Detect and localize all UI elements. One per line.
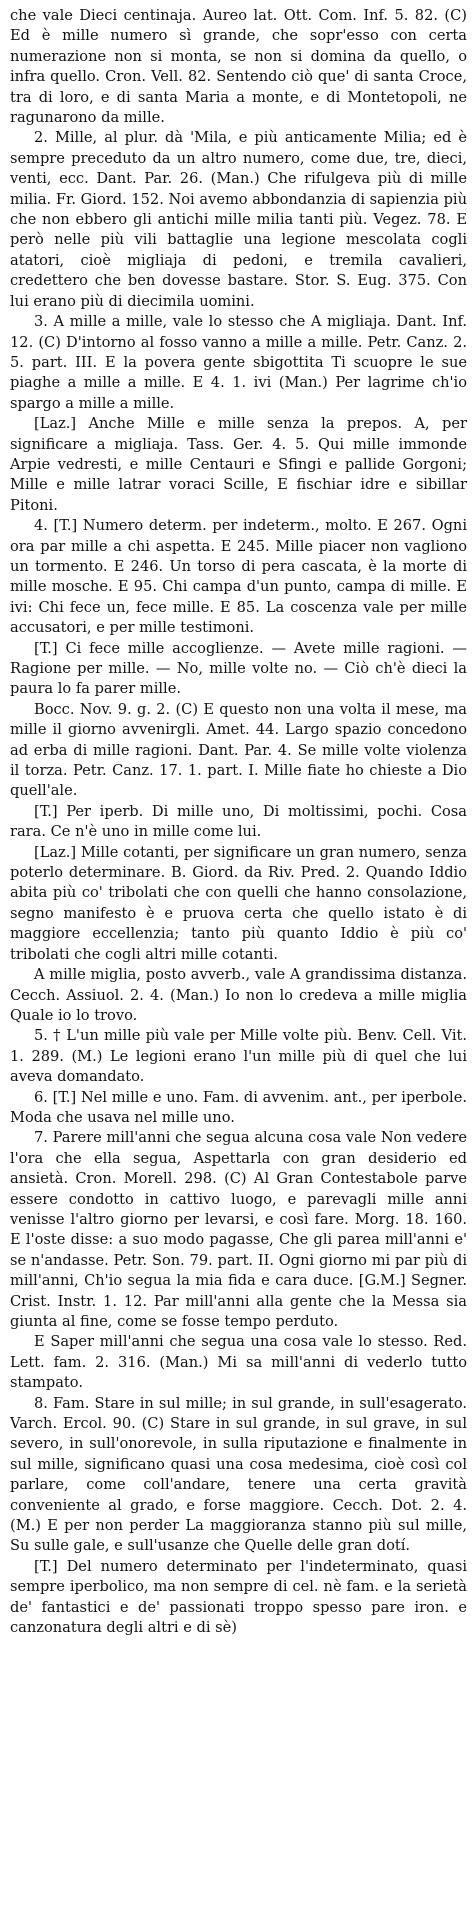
entry-paragraph-5: [T.] Ci fece mille accoglienze. — Avete mille ragioni. — Ragione per mille. — No, mille volte no. — Ciò ch'è dieci la paura lo fa parer mille. <box>10 639 467 698</box>
entry-paragraph-3: [Laz.] Anche Mille e mille senza la prepos. A, per significare a migliaja. Tass. Ger. 4. 5. Qui mille immonde Arpie vedresti, e mille Centauri e Sfingi e pallide Gorgoni; Mille e mille latrar voraci Scille, E fischiar idre e sibillar Pitoni. <box>10 415 467 514</box>
entry-paragraph-12: 7. Parere mill'anni che segua alcuna cosa vale Non vedere l'ora che ella segua, Aspettarla con gran desiderio ed ansietà. Cron. Morell. 298. (C) Al Gran Contestabole parve essere condotto in cattivo luogo, e parevagli mille anni venisse l'altro giorno per levarsi, e così fare. Morg. 18. 160. E l'oste disse: a suo modo pagasse, Che gli parea mill'anni e' se n'andasse. Petr. Son. 79. part. II. Ogni giorno mi par più di mill'anni, Ch'io segua la mia fida e cara duce. [G.M.] Segner. Crist. Instr. 1. 12. Par mill'anni alla gente che la Messa sia giunta al fine, come se fosse tempo perduto. <box>10 1129 467 1330</box>
entry-paragraph-8: [Laz.] Mille cotanti, per significare un gran numero, senza poterlo determinare. B. Giord. da Riv. Pred. 2. Quando Iddio abita più co' tribolati che con quelli che hanno consolazione, segno manifesto è e pruova certa che quello istato è di maggiore eccellenzia; tanto più quanto Iddio è più co' tribolati che cogli altri mille cotanti. <box>10 843 467 963</box>
entry-paragraph-0: che vale Dieci centinaja. Aureo lat. Ott. Com. Inf. 5. 82. (C) Ed è mille numero sì grande, che sopr'esso con certa numerazione non si monta, se non si domina da quello, o infra quello. Cron. Vell. 82. Sentendo ciò que' di santa Croce, tra di loro, e di santa Maria a monte, e di Montetopoli, ne ragunarono da mille. <box>10 7 467 127</box>
entry-paragraph-2: 3. A mille a mille, vale lo stesso che A migliaja. Dant. Inf. 12. (C) D'intorno al fosso vanno a mille a mille. Petr. Canz. 2. 5. part. III. E la povera gente sbigottita Ti scuopre le sue piaghe a mille a mille. E 4. 1. ivi (Man.) Per lagrime ch'io spargo a mille a mille. <box>10 313 467 412</box>
entry-paragraph-1: 2. Mille, al plur. dà 'Mila, e più anticamente Milia; ed è sempre preceduto da un altro numero, come due, tre, dieci, venti, ecc. Dant. Par. 26. (Man.) Che rifulgeva più di mille milia. Fr. Giord. 152. Noi avemo abbondanzia di sapienzia più che non ebbero gli antichi mille milia tanti più. Vegez. 78. E però nelle più vili battaglie una legione mescolata cogli atatori, cioè migliaja di pedoni, e tremila cavalieri, credettero che ben dovesse bastare. Stor. S. Eug. 375. Con lui erano più di diecimila uomini. <box>10 129 467 310</box>
entry-paragraph-14: 8. Fam. Stare in sul mille; in sul grande, in sull'esagerato. Varch. Ercol. 90. (C) Stare in sul grande, in sul grave, in sul severo, in sull'onorevole, in sulla riputazione e finalmente in sul mille, significano quasi una cosa medesima, cioè così col parlare, come coll'andare, tenere una certa gravità conveniente al grado, e forse maggiore. Cecch. Dot. 2. 4. (M.) E per non perder La maggioranza stanno più sul mille, Su sulle gale, e sull'usanze che Quelle delle gran dotí. <box>10 1394 467 1555</box>
entry-paragraph-15: [T.] Del numero determinato per l'indeterminato, quasi sempre iperbolico, ma non sempre di cel. nè fam. e la serietà de' fantastici e de' passionati troppo spesso pare iron. e canzonatura degli altri e di sè) <box>10 1557 467 1637</box>
entry-paragraph-13: E Saper mill'anni che segua una cosa vale lo stesso. Red. Lett. fam. 2. 316. (Man.) Mi sa mill'anni di vederlo tutto stampato. <box>10 1333 467 1392</box>
entry-paragraph-6: Bocc. Nov. 9. g. 2. (C) E questo non una volta il mese, ma mille il giorno avvenirgli. Amet. 44. Largo spazio concedono ad erba di mille ragioni. Dant. Par. 4. Se mille volte violenza il torza. Petr. Canz. 17. 1. part. I. Mille fiate ho chieste a Dio quell'ale. <box>10 700 467 800</box>
entry-paragraph-10: 5. † L'un mille più vale per Mille volte più. Benv. Cell. Vit. 1. 289. (M.) Le legioni erano l'un mille più di quel che lui aveva domandato. <box>10 1027 467 1086</box>
entry-paragraph-9: A mille miglia, posto avverb., vale A grandissima distanza. Cecch. Assiuol. 2. 4. (Man.) Io non lo credeva a mille miglia Quale io lo trovo. <box>10 966 467 1024</box>
entry-paragraph-7: [T.] Per iperb. Di mille uno, Di moltissimi, pochi. Cosa rara. Ce n'è uno in mille come lui. <box>10 802 467 841</box>
entry-paragraph-4: 4. [T.] Numero determ. per indeterm., molto. E 267. Ogni ora par mille a chi aspetta. E 245. Mille piacer non vagliono un tormento. E 246. Un torso di pera cascata, è la morte di mille mosche. E 95. Chi campa d'un punto, campa di mille. E ivi: Chi fece un, fece mille. E 85. La coscenza vale per mille accusatori, e per mille testimoni. <box>10 517 467 637</box>
entry-paragraph-11: 6. [T.] Nel mille e uno. Fam. di avvenim. ant., per iperbole. Moda che usava nel mille uno. <box>10 1088 467 1126</box>
